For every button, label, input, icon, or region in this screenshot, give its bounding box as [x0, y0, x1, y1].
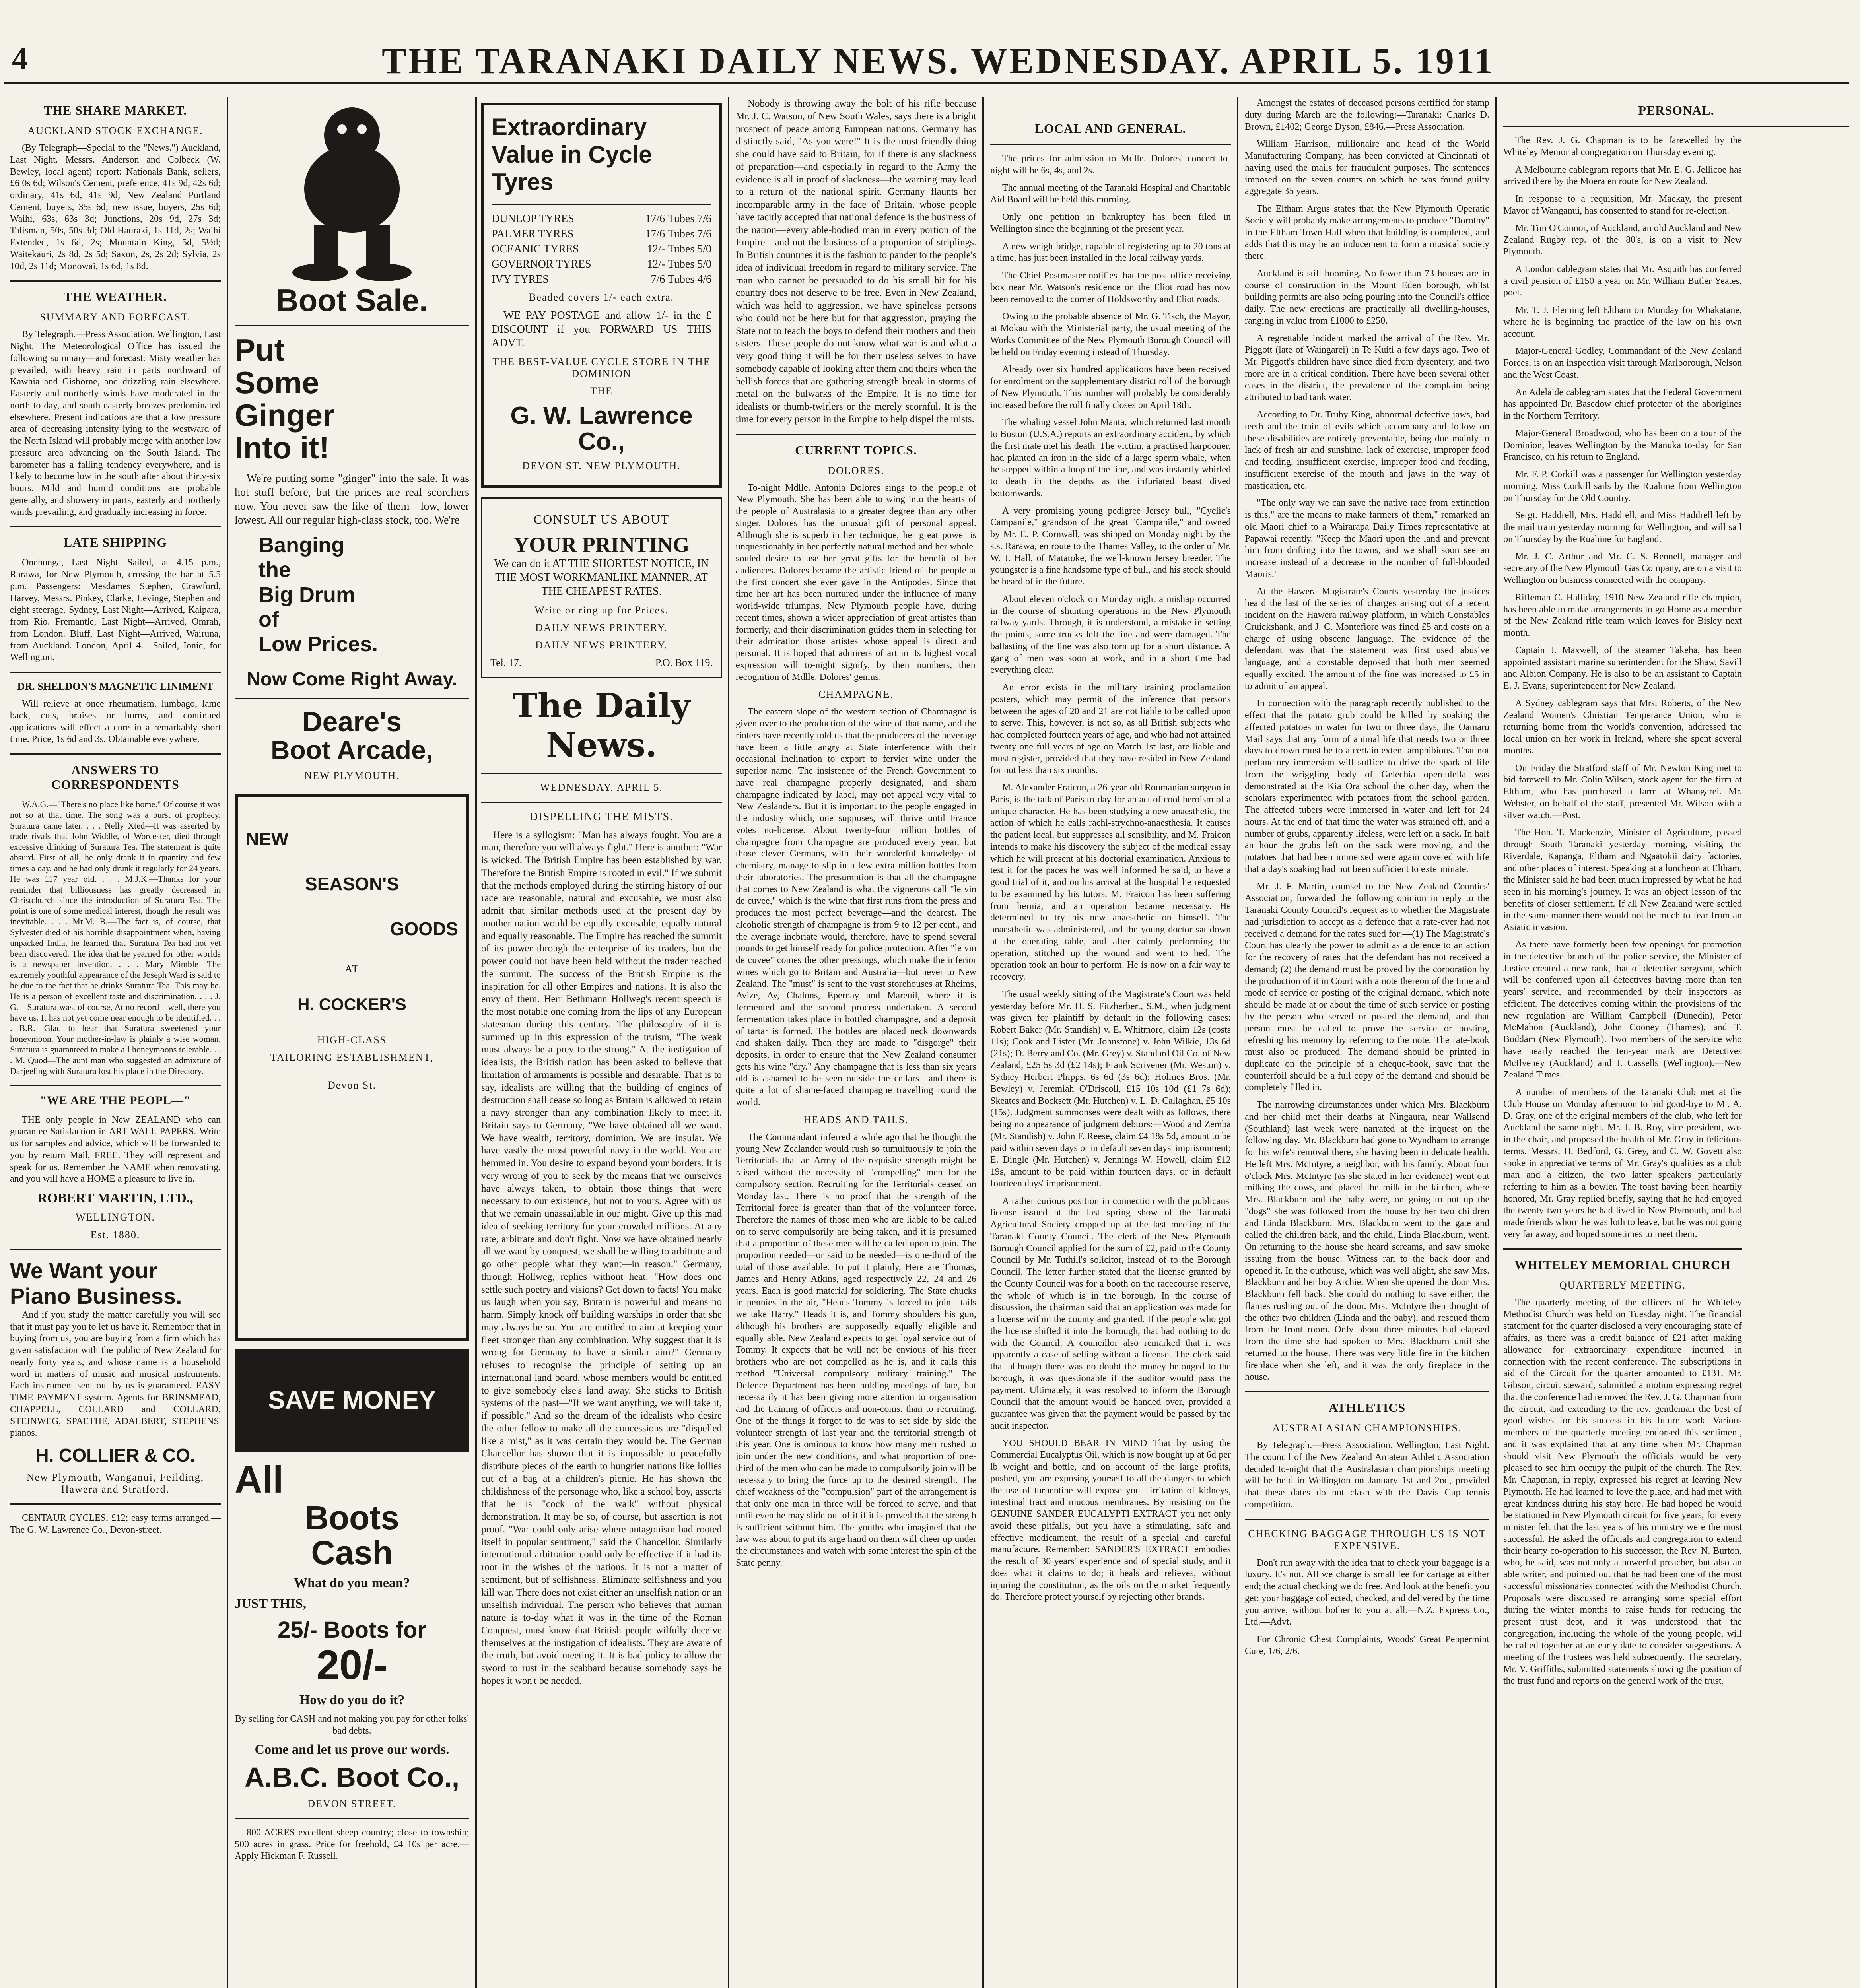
- divider: [1503, 126, 1849, 127]
- personal-heading: PERSONAL.: [1638, 103, 1714, 117]
- boot-sale-heading: Boot Sale.: [276, 283, 428, 318]
- printery-tel: Tel. 17.: [490, 656, 522, 668]
- athletics-heading: ATHLETICS: [1328, 1400, 1406, 1415]
- tyre-price: 12/- Tubes 5/0: [647, 258, 711, 270]
- write-ring-text: Write or ring up for Prices.: [534, 604, 669, 616]
- current-topics-heading: CURRENT TOPICS.: [795, 443, 917, 457]
- tyre-price: 17/6 Tubes 7/6: [645, 213, 711, 225]
- at-text: AT: [345, 963, 359, 975]
- tyre-price-row: [492, 258, 711, 271]
- beaded-covers-text: Beaded covers 1/- each extra.: [529, 291, 674, 303]
- tailoring-text: TAILORING ESTABLISHMENT,: [270, 1051, 434, 1063]
- column-2: [235, 97, 469, 1988]
- personal-para: An Adelaide cablegram states that the Federal Government has appointed Dr. Basedow chief protector of the aborigines in the Northern Territory.: [1503, 387, 1742, 421]
- local-para: Auckland is still booming. No fewer than 73 houses are in course of construction in the Mount Eden borough, whilst building permits are also being pouring into the Council's office daily. The new erections are practically all dwelling-houses, ranging in value from £1000 to £250.: [1245, 268, 1489, 326]
- answers-heading: ANSWERS TO CORRESPONDENTS: [51, 763, 179, 792]
- editorial-text: Here is a syllogism: "Man has always fought. You are a man, therefore you will always fight." Here is another: "War is wicked. The British Empire has been established by war. Therefore the British Empire is rooted in evil." If we submit that the methods employed during the stirring history of our race are reasonable, natural and excusable, we must also admit that similar methods used at the present day by another nation would be equally excusable, equally natural and equally reasonable. The Empire has reached the summit of its power through the enterprise of its traders, but the power could not have been held without the trader reached the summit. The success of the British Empire is the inspiration for all other Empires and nations. It is also the envy of them. Herr Bethmann Hollweg's recent speech is the most notable one coming from the lips of any European statesman during this century. The philosophy of it is summed up in this expression of the truism, "The weak must always be a prey to the strong." At the instigation of idealists, the British nation has been asked to believe that limitation of armaments is possible and desirable. That is to say, idealists are willing that the building of engines of destruction shall cease so long as Britain is allowed to retain a navy stronger than any combination likely to meet it. Britain says to Germany, "We have obtained all we want. We have wealth, territory, dominion. We are insular. We have vastly the most powerful navy in the world. You are hemmed in. You desire to expand beyond your borders. It is very wrong of you to seek by the means that we ourselves have always taken, to obtain those things that were necessary to our existence, but not to yours. Agree with us that we remain unassailable in our might. Give up this mad idea of seeking territory for your crowded millions. At any rate, arbitrate and don't fight. Now we have obtained nearly all we want by conquest, we shall be willing to arbitrate and go other people what they want—in reason." Germany, through Hollweg, replies without heat: "How does one settle such poetry and visions? Get down to facts! You make us laugh when you say, Britain is powerful and means no harm. Simply knock off building warships in order that she may always be so. You are entitled to aim at keeping your fleet stronger than any combination. Why suggest that it is wrong for Germany to have a similar aim?" Germany refuses to recognise the principle of setting up an international land board, whose members would be entitled to give somebody else's land away. She sticks to British systems of the past—"If we want anything, we will take it, if possible." And so the dream of the idealists who desire the other fellow to make all the concessions are "dispelled like a mist," as it was certain they would be. The German Chancellor has shown that it is impossible to peacefully distribute pieces of the earth to hungrier nations like lollies cut of a bag at a children's picnic. He has shown the childishness of the personage who, like a school boy, asserts that he is "cock of the walk" without physical demonstration. It may be so, of course, but assertion is not proof. "War could only arise where antagonism had rooted itself in popular sentiment," said the Chancellor. Similarly international arbitration could only be effective if it had its root in the wishes of the nations. It is not a matter of sentiment, but of selfishness. Eliminate selfishness and you kill war. There does not exist either an unselfish nation or an unselfish individual. The person who believes that human nature is to-day what it was in the time of the Roman Conquest, must know that British people wilfully deceive themselves at the instigation of idealists. They are aware of the truth, but avoid meeting it. It is bad policy to allow the sword to rust in the scabbard because somebody says he hopes it won't be needed.: [481, 829, 722, 1686]
- goods-text: GOODS: [390, 918, 458, 939]
- deares-city: NEW PLYMOUTH.: [304, 769, 400, 781]
- column-6: [1245, 97, 1489, 1988]
- tyre-price-row: [492, 213, 711, 225]
- divider: [492, 204, 711, 205]
- column-rule: [475, 97, 477, 1988]
- all-text: All: [235, 1458, 284, 1501]
- divider: [10, 526, 221, 527]
- personal-para: Mr. Tim O'Connor, of Auckland, an old Auckland and New Zealand Rugby rep. of the '80's, is on a visit to New Plymouth.: [1503, 223, 1742, 257]
- abc-devon-street: DEVON STREET.: [307, 1798, 396, 1809]
- prove-text: Come and let us prove our words.: [255, 1742, 449, 1757]
- centaur-cycles-notice: CENTAUR CYCLES, £12; easy terms arranged.—The G. W. Lawrence Co., Devon-street.: [10, 1512, 221, 1535]
- tyre-name: OCEANIC TYRES: [492, 243, 579, 255]
- cycle-ad-heading-2: Value in Cycle Tyres: [492, 141, 652, 195]
- personal-para: Sergt. Haddrell, Mrs. Haddrell, and Miss Haddrell left by the mail train yesterday morning for Wellington, and will sail on Thursday by the Ruahine for England.: [1503, 510, 1742, 544]
- personal-para: Mr. F. P. Corkill was a passenger for Wellington yesterday morning. Miss Corkill sails by the Ruahine from Wellington on Thursday for the Old Country.: [1503, 469, 1742, 503]
- local-para: A regrettable incident marked the arrival of the Rev. Mr. Piggott (late of Waingarei) in Te Kuiti a few days ago. Two of Mr. Piggott's children have since died from dysentery, and two more are in a critical condition. There have been several other cases in the district, the prevalence of the complaint being attributed to bad tank water.: [1245, 333, 1489, 403]
- dolores-text: To-night Mdlle. Antonia Dolores sings to the people of New Plymouth. She has been able to wing into the hearts of the people of Australasia to a greater degree than any other singer. Dolores has the unusual gift of personal appeal. Although she is superb in her technique, her great power is unquestionably in her perfectly natural method and her whole-souled desire to use her great gifts for the benefit of her audiences. Dolores became the artistic friend of the people at the first concert she ever gave in the Antipodes. Since that time her art has been nurtured under the influence of many world-wide triumphs. New Plymouth people have, during recent times, shown a wider appreciation of great artistes than formerly, and their discrimination guides them in selecting for their admiration those artistes whose appeal is direct and personal. It is hoped that admirers of art in its highest vocal expression will to-night signify, by their numbers, their recognition of Mdlle. Dolores' genius.: [736, 482, 976, 682]
- tyre-price: 12/- Tubes 5/0: [647, 243, 711, 255]
- tyre-name: IVY TYRES: [492, 273, 549, 285]
- shipping-heading: LATE SHIPPING: [63, 535, 167, 550]
- local-para: The Eltham Argus states that the New Plymouth Operatic Society will probably make arrangements to produce "Dorothy" in the Eltham Town Hall when that building is completed, and adds that this may be an inducement to form a musical society there.: [1245, 204, 1489, 261]
- local-para: Mr. J. F. Martin, counsel to the New Zealand Counties' Association, forwarded the following opinion in reply to the Taranaki County Council's request as to whether the Magistrate had jurisdiction to accept as a defence that a rate-ever had not received a demand for the rates sued for:—(1) The Magistrate's Court has clearly the power to admit as a defence to an action for the recovery of rates that the defendant has not received a demand; (2) the demand must be proved by the corporation by the production of it in Court with a note thereon of the time and mode of service or posting of the original demand, which note should be made at or about the time of such service or posting by the person who served or posted the demand, and that person must be called to prove the service or posting, refreshing his memory by referring to the note. The rate-book must also be produced. The demand should be printed in duplicate on the principle of a cheque-book, save that the counterfoil should be a full copy of the demand and should be completely filled in.: [1245, 881, 1489, 1093]
- boots-price-text: 25/- Boots for: [278, 1617, 426, 1643]
- divider: [235, 325, 469, 326]
- whiteley-church-heading: WHITELEY MEMORIAL CHURCH: [1514, 1257, 1731, 1272]
- dolores-heading: DOLORES.: [828, 464, 884, 476]
- answers-text: W.A.G.—"There's no place like home." Of course it was not so at that time. The song was a burst of prophecy. Suratura came later. . . . Nelly Xted—It was asserted by trade rivals that John Widdle, of Worcester, died through excessive drinking of Suratura Tea. The statement is quite absurd. First of all, he only drank it in quantity and few times a day, and he had only drunk it regularly for 24 years. He was 117 year old. . . . M.J.K.—Thanks for your reminder that billiousness has greatly decreased in Christchurch since the introduction of Suratura Tea. The point is one of some medical interest, though the result was inevitable. . . . Mr.M. B.—The fact is, of course, that Sylvester died of his horrible disappointment when, having unpacked India, he learned that Suratura Tea had not yet been discovered. The idea that he yearned for other worlds is a newspaper invention. . . . Mary Mimble—The extremely youthful appearance of the Joseph Ward is said to be due to the fact that he drinks Suratura Tea. This may be. He is a person of excellent taste and discrimination. . . . J. G.—Suratura was, of course, At no record—well, there you have us. It has not yet come near enough to be identified. . . . B.R.—Glad to hear that Suratura sweetened your honeymoon. Your mother-in-law is plainly a wise woman. Suratura is guaranteed to make all honeymoons tolerable. . . . M. Quod—The aunt man who suggested an admixture of Darjeeling with Suratura lost his place in the Directory.: [10, 799, 221, 1076]
- personal-para: Rifleman C. Halliday, 1910 New Zealand rifle champion, has been able to make arrangements to go Home as a member of the New Zealand rifle team which leaves for Bisley next month.: [1503, 592, 1742, 638]
- divider: [736, 434, 976, 435]
- divider: [10, 1249, 221, 1250]
- local-para: A very promising young pedigree Jersey bull, "Cyclic's Campanile," grandson of the great "Campanile," and owned by Mr. E. P. Cornwall, was shipped on Monday night by the s.s. Rarawa, en route to the Thames Valley, to the order of Mr. W. J. Hall, of Matatoke, the well-known Jersey breeder. The youngster is a fine handsome type of bull, and his stock should be heard of in the future.: [990, 505, 1231, 587]
- come-right-away-text: Now Come Right Away.: [247, 668, 457, 690]
- editorial-continued: Nobody is throwing away the bolt of his rifle because Mr. J. C. Watson, of New South Wales, says there is a bright prospect of peace among European nations. Germany has distinctly said, "As you were!" It is the most friendly thing she could have said to Britain, for if there is any slackness of preparation—and especially in regard to the Army the evidence is all in proof of slackness—the warning may lead to a return of the national spirit. Germany flaunts her incomparable army in the face of Britain, whose people have tacitly accepted that national defence is the business of the nation—every able-bodied man in every portion of the Empire—and not the business of a proportion of striplings. In British countries it is the fashion to pander to the people's idea of individual freedom in regard to military service. The man who cannot be persuaded to do his small bit for his country does not deserve to be free. Even in New Zealand, which was held to aggression, we have spineless persons who could not be here but for that aggression, praying the State not to teach the boys to defend their mothers and their sisters. These people do not know what war is and what a very good thing it will be for their useless selves to have somebody capable of looking after them and theirs when the hellish forces that are gathering strength break in storms of metal on the bulwarks of the Empire. It is no time for idealists or thumb-twirlers or the merely scornful. It is the time for every person in the Empire to help dispel the mists.: [736, 98, 976, 425]
- divider: [10, 672, 221, 673]
- champagne-heading: CHAMPAGNE.: [818, 689, 894, 701]
- the-label: THE: [590, 385, 613, 397]
- devon-st-text: Devon St.: [328, 1079, 376, 1091]
- champagne-text: The eastern slope of the western section of Champagne is given over to the production of the wine of that name, and the rioters have recently told us that the producers of the beverage have been a little angry at State interference with their occasional inclination to export to fervier wine under the superior name. The insistence of the French Government to have real champagne properly designated, and sham champagne indicated by label, may not appeal very vital to New Zealanders. But it is important to the people engaged in the industry which, one supposes, will thrive until France votes no-license. About twenty-four million bottles of champagne from Champagne are produced every year, but those clever Germans, with their wonderful knowledge of chemistry, manage to slip in a few extra million bottles from their laboratories. The presumption is that all the champagne that comes to New Zealand is what the vignerons call "le vin de cuvee," which is the wine that first runs from the press and produces the most perfect beverage—and the dearest. The alcoholic strength of champagne is from 9 to 12 per cent., and the average inebriate would, therefore, have to spend several pounds to get himself ready for police protection. After "le vin de cuvee" comes the other pressings, which make the inferior wines which go to Britain and Australia—but never to New Zealand. The "must" is sent to the vast storehouses at Rheims, Avize, Ay, Chalons, Epernay and Mareuil, where it is fermented and the second process undertaken. A second fermentation takes place in bottled champagne, and a deposit of tartar is formed. The bottles are placed neck downwards and shaken daily. Then they are made to "disgorge" their deposits, in order to ensure that the New Zealand consumer gets his wine "dry." Any champagne that is less than six years old is ashamed to be seen outside the cellars—and there is quite a lot of shame-faced champagne travelling round the world.: [736, 707, 976, 1107]
- piano-ad-text: And if you study the matter carefully you will see that it must pay you to let us have it. Remember that in buying from us, you are buying from a firm which has given satisfaction with the public of New Zealand for nearly forty years, and whose name is a household word in matters of music and musical instruments. Each instrument sent out by us is guaranteed. EASY TIME PAYMENT system. Agents for BRINSMEAD, CHAPPELL, COLLARD and COLLARD, STEINWEG, SPAETHE, ADALBERT, STEPHENS' pianos.: [10, 1309, 221, 1439]
- masthead: [4, 38, 1849, 84]
- column-rule: [728, 97, 729, 1988]
- divider: [1503, 1248, 1742, 1250]
- divider: [1245, 1391, 1489, 1392]
- lawrence-name: G. W. Lawrence Co.,: [510, 402, 693, 456]
- printing-ad: [481, 497, 722, 678]
- twenty-shillings-text: 20/-: [316, 1642, 388, 1688]
- local-para: About eleven o'clock on Monday night a mishap occurred in the course of shunting operations in the New Plymouth railway yards. Through, it is understood, a mistake in setting the points, some trucks left the line and were damaged. The ballasting of the line was also torn up for a short distance. A gang of men was soon at work, and in a short time had everything clear.: [990, 594, 1231, 676]
- local-general-heading: LOCAL AND GENERAL.: [1035, 121, 1186, 136]
- editorial-date: WEDNESDAY, APRIL 5.: [540, 781, 663, 793]
- masthead-title: THE TARANAKI DAILY NEWS. WEDNESDAY. APRIL 5. 1911: [382, 41, 1495, 81]
- personal-para: A number of members of the Taranaki Club met at the Club House on Monday afternoon to bid good-bye to Mr. A. D. Gray, one of the original members of the club, who left for Auckland the same night. Mr. J. B. Roy, vice-president, was in the chair, and proposed the health of Mr. Gray in felicitous terms. Messrs. H. Bedford, G. Grey, and C. W. Govett also spoke in appreciative terms of Mr. Gray's qualities as a club man and a citizen, the two latter speakers particularly referring to him as a bowler. The toast having been heartily honored, Mr. Gray replied briefly, saying that he had enjoyed the twenty-two years he had lived in New Plymouth, and had made friends whom he was loth to leave, but he was not going very far away, and hoped sometimes to meet them.: [1503, 1087, 1742, 1239]
- cocker-ad-box: [235, 794, 469, 1341]
- just-this-text: JUST THIS,: [235, 1596, 307, 1611]
- high-class-text: HIGH-CLASS: [317, 1034, 387, 1046]
- weather-heading: THE WEATHER.: [64, 289, 167, 304]
- shipping-text: Onehunga, Last Night—Sailed, at 4.15 p.m., Rarawa, for New Plymouth, crossing the bar at 5.5 p.m. Passengers: Mesdames Stephen, Crawford, Harvey, Messrs. Pinkey, Clarke, Levinge, Stephen and eight steerage. Sydney, Last Night—Arrived, Kaipara, from Rio. Fremantle, Last Night—Arrived, Omrah, from London. Bluff, Last Night—Arrived, Wairuna, from Auckland. London, April 4.—Sailed, Ionic, for Wellington.: [10, 557, 221, 663]
- personal-para: As there have formerly been few openings for promotion in the detective branch of the police service, the Minister of Justice created a new rank, that of detective-sergeant, which will be conferred upon all detectives having more than ten years' service, and recommended by their inspectors as efficient. The detectives coming within the provisions of the new regulation are William Campbell (Dunedin), Peter McMahon (Auckland), John Cooney (Thames), and T. Boddam (New Plymouth). Two members of the service who have nearly reached the ten-year mark are Detectives McIlveney (Auckland) and J. Cassells (Wellington).—New Zealand Times.: [1503, 940, 1742, 1080]
- printery-line-2: DAILY NEWS PRINTERY.: [535, 639, 668, 651]
- heads-tails-heading: HEADS AND TAILS.: [803, 1114, 909, 1126]
- liniment-text: Will relieve at once rheumatism, lumbago, lame back, cuts, bruises or burns, and continued applications will effect a cure in a remarkably short time. Price, 1s 6d and 3s. Obtainable everywhere.: [10, 699, 221, 745]
- local-para: An error exists in the military training proclamation posters, which may permit of the inference that persons between the ages of 20 and 21 are not liable to be called upon to serve. This, however, is not so, as all British subjects who had completed fourteen years of age, and who had not attained twenty-one full years of age on March 1st last, are liable and must register, provided that they have resided in New Zealand for not less than six months.: [990, 682, 1231, 776]
- divider: [481, 773, 722, 774]
- piano-ad-places: New Plymouth, Wanganui, Feilding, Hawera and Stratford.: [26, 1471, 204, 1495]
- people-ad-text: THE only people in New ZEALAND who can guarantee Satisfaction in ART WALL PAPERS. Write us for samples and advice, which will be forwarded to you by return Mail, FREE. They will represent and speak for us. Remember the NAME when renovating, and you will have a HOME a pleasure to live in.: [10, 1114, 221, 1184]
- australasian-championships-heading: AUSTRALASIAN CHAMPIONSHIPS.: [1272, 1422, 1462, 1434]
- column-rule: [1495, 97, 1497, 1988]
- postage-text: WE PAY POSTAGE and allow 1/- in the £ DISCOUNT if you FORWARD US THIS ADVT.: [492, 309, 711, 349]
- printery-line-1: DAILY NEWS PRINTERY.: [535, 621, 668, 633]
- page-number: 4: [12, 41, 28, 76]
- new-text: NEW: [246, 828, 289, 849]
- local-para: M. Alexander Fraicon, a 26-year-old Roumanian surgeon in Paris, is the talk of Paris to-day for an act of cool heroism of a unique character. He has been studying a new anaesthetic, the action of which he calls rachi-strychno-anaesthesia. It causes the patient local, but suppresses all sensibility, and M. Fraicon intends to make his discovery the subject of the medical essay which he will present at his doctorial examination. Anxious to test it for the paces he was well informed he said, to have a good trial of it, and on his arrival at the hospital he requested to be examined by his tutors. M. Fraicon has been suffering from hernia, and an operation became necessary. He determined to try his new anaesthetic on himself. The anaesthetic was administered, and the young doctor sat down at the operating table, and after calmly performing the operation, stitched up the wound and went to bed. The operation took an hour to perform. He is now on a fair way to recovery.: [990, 782, 1231, 982]
- personal-para: A Sydney cablegram says that Mrs. Roberts, of the New Zealand Women's Christian Temperance Union, who is returning home from the world's convention, addressed the local union on her work in Ireland, where she spent several months.: [1503, 698, 1742, 756]
- low-prices-text: Low Prices.: [258, 632, 378, 656]
- cash-text: Cash: [311, 1534, 393, 1571]
- cocker-name: H. COCKER'S: [297, 995, 406, 1014]
- personal-para: Major-General Godley, Commandant of the New Zealand Forces, is on an inspection visit through Marlborough, Nelson and the West Coast.: [1503, 346, 1742, 380]
- local-para: YOU SHOULD BEAR IN MIND That by using the Commercial Eucalyptus Oil, which is now bought up at 6d per lb weight and bottle, and on account of the large profits, pushed, you are exposing yourself to all the dangers to which the use of turpentine will expose you—irritation of kidneys, intestinal tract and mucous membranes. By insisting on the GENUINE SANDER EUCALYPTI EXTRACT you not only avoid these pitfalls, but you have a stimulating, safe and effective medicament, the result of a special and careful manufacture. Remember: SANDER'S EXTRACT embodies the result of 30 years' experience and of special study, and it does what it claims to do; it heals and relieves, without injuring the constitution, as the oils on the market frequently do. Therefore protect yourself by rejecting other brands.: [990, 1438, 1231, 1602]
- consult-text: CONSULT US ABOUT: [533, 512, 670, 527]
- ginger-ad-text: We're putting some "ginger" into the sale. It was hot stuff before, but the prices are real scorchers now. You never saw the like of them—low, lower lowest. All our regular high-class stock, too. We're: [235, 472, 469, 526]
- personal-para: A London cablegram states that Mr. Asquith has conferred a civil pension of £150 a year on Mr. William Butler Yeates, poet.: [1503, 264, 1742, 298]
- people-ad-city: WELLINGTON.: [76, 1211, 155, 1223]
- baggage-text: Don't run away with the idea that to check your baggage is a luxury. It's not. All we charge is small fee for cartage at either end; the actual checking we do free. And look at the benefit you get: your baggage collected, checked, and delivered by the time you arrive, without bother to you at all.—N.Z. Express Co., Ltd.—Advt.: [1245, 1557, 1489, 1627]
- athletics-text: By Telegraph.—Press Association. Wellington, Last Night. The council of the New Zealand Amateur Athletic Association decided to-night that the Australasian championships meeting will be held in Wellington on January 1st and 2nd, provided that these dates do not clash with the Davis Cup tennis competition.: [1245, 1440, 1489, 1510]
- local-para: A rather curious position in connection with the publicans' license issued at the last spring show of the Taranaki Agricultural Society cropped up at the last meeting of the Taranaki County Council. The clerk of the New Plymouth Borough Council applied for the sum of £2, paid to the County Council by Mr. Tuthill's solicitor, instead of to the Borough Council. The letter further stated that the license granted by the County Council was for a booth on the racecourse reserve, the whole of which is in the borough. In the course of discussion, the chairman said that an application was made for a license within the county and granted. If the people who got the license shifted it into the borough, that had nothing to do with the Council. A councillor also remarked that it was apparently a case of selling without a license. The clerk said that although there was no doubt the money belonged to the borough, it was questionable if the auditor would pass the payment. Ultimately, it was resolved to inform the Borough Council that the amount would be handed over, provided a guarantee was given that the payment would be passed by the audit inspector.: [990, 1196, 1231, 1431]
- by-selling-text: By selling for CASH and not making you pay for other folks' bad debts.: [235, 1713, 469, 1736]
- printery-box: P.O. Box 119.: [655, 656, 713, 668]
- personal-para: In response to a requisition, Mr. Mackay, the present Mayor of Wanganui, has consented to stand for re-election.: [1503, 194, 1742, 216]
- deares-heading: Deare's: [302, 706, 402, 737]
- what-mean-text: What do you mean?: [294, 1575, 410, 1590]
- people-ad-firm: ROBERT MARTIN, LTD.,: [37, 1191, 193, 1206]
- editorial-title: DISPELLING THE MISTS.: [529, 810, 674, 823]
- tyre-name: DUNLOP TYRES: [492, 213, 574, 225]
- tyre-price-row: [492, 243, 711, 256]
- weather-subheading: SUMMARY AND FORECAST.: [40, 311, 191, 323]
- boot-sale-illustration: [235, 97, 469, 284]
- local-para: Already over six hundred applications have been received for enrolment on the supplementary district roll of the borough of New Plymouth. This number will probably be considerably increased before the roll finally closes on April 18th.: [990, 364, 1231, 410]
- big-drum-text: Big Drum: [258, 582, 355, 607]
- personal-para: On Friday the Stratford staff of Mr. Newton King met to bid farewell to Mr. Colin Wilson, stock agent for the firm at Eltham, who has purchased a farm at Whangarei. Mr. Webster, on behalf of the staff, presented Mr. Wilson with a silver watch.—Post.: [1503, 763, 1742, 821]
- cycle-ad-heading-1: Extraordinary: [492, 114, 647, 140]
- personal-para: Major-General Broadwood, who has been on a tour of the Dominion, leaves Wellington by the Manuka to-day for San Francisco, on his return to England.: [1503, 428, 1742, 462]
- ginger-text: Ginger: [235, 397, 335, 433]
- tyre-name: GOVERNOR TYRES: [492, 258, 591, 270]
- baggage-heading: CHECKING BAGGAGE THROUGH US IS NOT EXPENSIVE.: [1248, 1528, 1486, 1551]
- local-para: Owing to the probable absence of Mr. G. Tisch, the Mayor, at Mokau with the Ministerial party, the usual meeting of the Works Committee of the New Plymouth Borough Council will be held on Friday evening instead of Thursday.: [990, 311, 1231, 357]
- local-para: The prices for admission to Mdlle. Dolores' concert to-night will be 6s, 4s, and 2s.: [990, 153, 1231, 176]
- tyre-price: 7/6 Tubes 4/6: [651, 273, 711, 285]
- the-text: the: [258, 558, 291, 582]
- your-printing-heading: YOUR PRINTING: [513, 533, 690, 557]
- piano-ad-heading: We Want your Piano Business.: [10, 1258, 182, 1309]
- season-text: SEASON'S: [305, 873, 399, 894]
- divider: [10, 280, 221, 282]
- share-market-heading: THE SHARE MARKET.: [43, 103, 187, 117]
- stock-exchange-subheading: AUCKLAND STOCK EXCHANGE.: [27, 125, 203, 136]
- divider: [235, 698, 469, 699]
- column-1: [10, 97, 221, 1988]
- best-value-text: THE BEST-VALUE CYCLE STORE IN THE DOMINION: [492, 356, 711, 380]
- local-para: The annual meeting of the Taranaki Hospital and Charitable Aid Board will be held this morning.: [990, 182, 1231, 205]
- cycle-tyres-ad: [481, 103, 722, 488]
- how-do-text: How do you do it?: [299, 1692, 405, 1707]
- personal-para: The Rev. J. G. Chapman is to be farewelled by the Whiteley Memorial congregation on Thursday evening.: [1503, 135, 1742, 157]
- sheep-country-notice: 800 ACRES excellent sheep country; close to township; 500 acres in grass. Price for freehold, £4 10s per acre.—Apply Hickman F. Russell.: [235, 1827, 469, 1862]
- column-rule: [1237, 97, 1238, 1988]
- lawrence-address: DEVON ST. NEW PLYMOUTH.: [522, 460, 681, 472]
- local-para: The usual weekly sitting of the Magistrate's Court was held yesterday before Mr. H. S. Fitzherbert, S.M., when judgment was given for plaintiff by default in the following cases: Robert Baker (Mr. Standish) v. E. Whitmore, claim 12s (costs 11s); Cook and Lister (Mr. Johnstone) v. John Wilkie, 13s 6d (21s); D. Berry and Co. (Mr. Grey) v. Standard Oil Co. of New Zealand, £25 5s 3d (£2 14s); Frank Scrivener (Mr. Weston) v. Sydney Herbert Phipps, 6s 6d (3s 6d); Holmes Bros. (Mr. Bewley) v. Jeremiah O'Driscoll, £15 10s 10d (£1 7s 6d); Skeates and Bocksett (Mr. Hutchen) v. L. D. Callaghan, £5 10s (15s). Judgment summonses were dealt with as follows, there being no appearance of judgment debtors:—Wood and Zemba (Mr. Standish) v. John F. Reese, claim £4 18s 5d, amount to be paid within seven days or in default seven days' imprisonment; E. Dingle (Mr. Hutchen) v. Jennings W. Howell, claim £12 19s, amount to be paid within fourteen days, or in default fourteen days' imprisonment.: [990, 989, 1231, 1189]
- personal-para: A Melbourne cablegram reports that Mr. E. G. Jellicoe has arrived there by the Moera en route for New Zealand.: [1503, 164, 1742, 187]
- divider: [10, 753, 221, 755]
- save-money-banner: [235, 1349, 469, 1452]
- column-3: [481, 97, 722, 1988]
- personal-para: Captain J. Maxwell, of the steamer Takeha, has been appointed assistant marine superintendent for the Shaw, Savill and Albion Company. He is also to be an assistant to Captain E. J. Evans, superintendent for New Zealand.: [1503, 645, 1742, 691]
- share-market-text: (By Telegraph—Special to the "News.") Auckland, Last Night. Messrs. Anderson and Colbeck (W. Bewley, local agent) report: Nationals Bank, sellers, £6 0s 6d; Wilson's Cement, preference, 41s 9d, 42s 6d; ordinary, 41s 6d, 41s 9d; New Zealand Portland Cement, buyers, 35s 6d; new issue, buyers, 25s 6d; Waihi, 63s, 63s 3d; Junctions, 20s 9d, 27s 3d; Talisman, 50s, 50s 3d; Old Hauraki, 1s 11d, 2s; Waihi Extended, 1s 6d, 2s; Mountain King, 5d, 5½d; Waitekauri, 2s 8d, 2s 5d; Saxon, 2s, 2s 2d; Sylvia, 2s 10d, 2s 11d; Monowai, 1s 6d, 1s 8d.: [10, 143, 221, 272]
- jester-figure-icon: [235, 97, 469, 284]
- column-rule: [982, 97, 984, 1988]
- local-para: Amongst the estates of deceased persons certified for stamp duty during March are the following:—Taranaki: Charles D. Brown, £1402; George Dyson, £846.—Press Association.: [1245, 98, 1489, 132]
- divider: [481, 802, 722, 803]
- local-para: The narrowing circumstances under which Mrs. Blackburn and her child met their deaths at Ningaura, near Wallsend (Southland) last week were narrated at the inquest on the following day. Mr. Blackburn had gone to Wyndham to arrange for his wife's removal there, she having been in delicate health. He left Mrs. McIntyre, a neighbor, with his family. About four o'clock Mrs. McIntyre (as she stated in her evidence) went out milking the cows, and placed the milk in the kitchen, where Mrs. Blackburn and the baby were, on going to put up the "dogs" she was followed from the house by her two children and Linda Blackburn. Mrs. Blackburn went to the gate and called the children back, and the child, Linda Blackburn, went. On returning to the house she heard screams, and saw smoke issuing from the house. Witness ran to the back door and opened it. In the outhouse, which was well alight, she saw Mrs. Blackburn and her boy Archie. When she opened the door Mrs. Blackburn fell back. She could do nothing to save either, the flames rushing out of the door. Mrs. McIntyre then thought of the other two children (Linda and the baby), and rescued them from the front room. Only about three minutes had elapsed from the time she had spoken to Mrs. Blackburn until she returned to the house. There was very little fire in the kitchen fireplace when she left, and it was the only fireplace in the house.: [1245, 1100, 1489, 1382]
- tyre-price-row: [492, 273, 711, 286]
- column-7: [1503, 97, 1849, 1988]
- liniment-heading: DR. SHELDON'S MAGNETIC LINIMENT: [17, 681, 214, 692]
- tyre-price: 17/6 Tubes 7/6: [645, 228, 711, 240]
- divider: [990, 144, 1231, 145]
- daily-news-masthead: The Daily News.: [513, 685, 690, 765]
- church-text: The quarterly meeting of the officers of the Whiteley Methodist Church was held on Tuesday night. The financial statement for the quarter disclosed a very encouraging state of affairs, as there was a credit balance of £21 after making allowance for extraordinary expenditure incurred in connection with the recent conference. The subscriptions in aid of the Circuit for the quarter amounted to £131. Mr. Gibson, circuit steward, submitted a motion expressing regret that the conference had removed the Rev. J. G. Chapman from the circuit, and extending to the rev. gentleman the best of good wishes for his success in his future work. Various members of the quarterly meeting endorsed this sentiment, and it was explained that at any time when Mr. Chapman should visit New Plymouth the officials would be very pleased to see him occupy the pulpit of the church. The Rev. Mr. Chapman, in reply, expressed his regret at leaving New Plymouth. He had learned to love the place, and had met with great kindness during his stay here. He had hoped he would be stationed in New Plymouth circuit for five years, for every minister felt that the last years of his ministry were the most successful. He asked the officials and congregation to extend their hearty co-operation to his successor, the Rev. N. Burton, who, he said, was not only a powerful preacher, but also an able writer, and pointed out that he had been one of the most successful missionaries connected with the Methodist Church. Proposals were discussed re arranging some special effort during the winter months to raise funds for reducing the present trust debt, and it was understood that the congregation, including the whole of the young people, will be called together at an early date to consider suggestions. A meeting of the trustees was held subsequently. The secretary, Mr. V. Griffiths, submitted statements showing the position of the trust fund and reports on the general work of the trust.: [1503, 1297, 1742, 1686]
- personal-para: Mr. J. C. Arthur and Mr. C. S. Rennell, manager and secretary of the New Plymouth Gas Company, are on a visit to Wellington on business connected with the company.: [1503, 551, 1742, 585]
- abc-boot-co-heading: A.B.C. Boot Co.,: [244, 1762, 460, 1793]
- printing-text: We can do it AT THE SHORTEST NOTICE, IN THE MOST WORKMANLIKE MANNER, AT THE CHEAPEST RATES.: [494, 557, 709, 598]
- column-4: [736, 97, 976, 1988]
- local-para: Only one petition in bankruptcy has been filed in Wellington since the beginning of the present year.: [990, 212, 1231, 234]
- divider: [10, 1503, 221, 1505]
- save-money-text: SAVE MONEY: [268, 1385, 436, 1414]
- piano-ad-firm: H. COLLIER & CO.: [35, 1445, 195, 1466]
- printery-contact: [490, 657, 713, 669]
- people-ad-established: Est. 1880.: [90, 1229, 140, 1241]
- local-para: The Chief Postmaster notifies that the post office receiving box near Mr. Watson's residence on the Eliot road has now been removed to the corner of Holdsworthy and Eliot roads.: [990, 270, 1231, 305]
- of-text: of: [258, 607, 279, 631]
- boot-arcade-heading: Boot Arcade,: [270, 735, 433, 765]
- weather-text: By Telegraph.—Press Association. Wellington, Last Night. The Meteorological Office has issued the following summary—and forecast: Misty weather has prevailed, with heavy rain in parts northward of Kawhia and Gisborne, and drizzling rain elsewhere. Easterly and northerly winds have moderated in the north to-day, and south-easterly breezes predominated elsewhere. Present indications are that a low pressure area of decreasing intensity lying to the westward of the North Island will probably merge with another low pressure area advancing on the South Island. The barometer has a falling tendency everywhere, and is likely to become low in the south after about thirty-six hours. Mild and humid conditions are probable generally, and showery in parts, easterly and northerly winds prevailing, and gradually increasing in force.: [10, 329, 221, 517]
- quarterly-meeting-heading: QUARTERLY MEETING.: [1559, 1279, 1686, 1291]
- local-para: "The only way we can save the native race from extinction is this," are the means to make farmers of them," remarked an old Maori chief to a Wairarapa Daily Times representative at Papawai recently. "Keep the Maori upon the land and prevent him from drifting into the towns, and we shall soon see an increase instead of a decrease in the number of full-blooded Maoris.": [1245, 498, 1489, 579]
- local-para: William Harrison, millionaire and head of the World Manufacturing Company, has been convicted at Cincinnati of having used the mails for fraudulent purposes. The sentences imposed on the seven counts on which he was found guilty aggregate 35 years.: [1245, 139, 1489, 197]
- boots-text: Boots: [305, 1499, 399, 1536]
- banging-text: Banging: [258, 533, 344, 557]
- divider: [10, 1085, 221, 1086]
- divider: [235, 1818, 469, 1819]
- heads-tails-text: The Commandant inferred a while ago that he thought the young New Zealander would rush so tumultuously to join the Territorials that an Army of the requisite strength might be raised without the necessity of "compelling" men for the compulsory section. Recruiting for the Territorials ceased on Monday last. There is no proof that the strength of the Territorial force is greater than that of the volunteer force. Therefore the names of those men who are liable to be called on to serve compulsorily are being taken, and it is presumed that a proportion of these men will be called upon to join. The proportion needed—or said to be needed—is one-third of the total of those available. To put it plainly, Here are Thomas, James and Henry Atkins, aged respectively 22, 24 and 26 years. Each is good material for soldiering. The State chucks in pennies in the air, "Heads Tommy is forced to join—tails we take Harry." Heads it is, and Tommy shoulders his gun, although his brothers are supposedly equally eligible and equally able. New Zealand expects to get loyal service out of Tommy. It expects that he will not be envious of his freer brothers who are not compelled as he is, and it calls this method "Universal compulsory military training." The Defence Department has been holding meetings of late, but necessarily it has been giving more attention to organisation and the training of officers and non-coms. than to recruiting. One of the things it forgot to do was to set side by side the volunteer strength of last year and the territorial strength of this year. One is ominous to know how many men rushed to join under the new conditions, and what proportion of one-third of the men who can be made to compulsorily join will be necessary to bring the force up to the desired strength. The chief weakness of the "compulsion" part of the arrangement is that only one man in three will be forced to serve, and that until even he may slide out of it if it is proved that the strength is sufficient without him. The youths who imagined that the law was about to put its arge hand on them will cheer up under the circumstances and watch with some interest the spin of the State penny.: [736, 1132, 976, 1568]
- tyre-name: PALMER TYRES: [492, 228, 574, 240]
- personal-para: Mr. T. J. Fleming left Eltham on Monday for Whakatane, where he is beginning the practice of the law on his own account.: [1503, 305, 1742, 339]
- into-it-text: Into it!: [235, 430, 330, 465]
- chest-complaints-notice: For Chronic Chest Complaints, Woods' Great Peppermint Cure, 1/6, 2/6.: [1245, 1634, 1489, 1656]
- tyres-list: [492, 213, 711, 286]
- local-para: In connection with the paragraph recently published to the effect that the potato grub could be killed by soaking the affected potatoes in water for two or three days, the Oamaru Mail says that any form of animal life that needs two or three days to drown must be to a certain extent amphibious. That not perfunctory immersion will suffice to drive the spark of life from the wriggling body of Gelechia operculella was demonstrated at the Kia Ora school the other day, when the scholars experimented with potatoes from the school garden. The affected tubers were immersed in water and left for 24 hours. At the end of that time the water was strained off, and a number of grubs, apparently lifeless, were left on a sack. In half an hour the grubs left on the sack were moving, and the potatoes that had been immersed were again covered with life that a day's soaking had not been sufficient to exterminate.: [1245, 698, 1489, 874]
- local-para: According to Dr. Truby King, abnormal defective jaws, bad teeth and the train of evils which accompany and follow on these disabilities are entirely preventable, being due mainly to lack of fresh air and sunshine, lack of exercise, improper food and feeding, insufficient exercise, improper food and feeding, insufficient exercise of the mouth and jaws in the way of mastication, etc.: [1245, 410, 1489, 491]
- column-rule: [227, 97, 228, 1988]
- tyre-price-row: [492, 228, 711, 241]
- divider: [1245, 1519, 1489, 1520]
- personal-para: The Hon. T. Mackenzie, Minister of Agriculture, passed through South Taranaki yesterday morning, visiting the Riverdale, Kapanga, Eltham and Ngaatokii dairy factories, and other places of interest. Speaking at a luncheon at Eltham, the Minister said he had been much impressed by what he had seen in his morning's journey. It was an object lesson of the benefits of closer settlement. If all New Zealand were settled in the same manner there would not be much to fear from an Asiatic invasion.: [1503, 827, 1742, 933]
- column-5: [990, 97, 1231, 1988]
- some-text: Some: [235, 365, 319, 400]
- local-para: At the Hawera Magistrate's Courts yesterday the justices heard the last of the series of charges arising out of a recent incident on the Hawera railway platform, in which Constables Cruickshank, and J. C. Montefiore was fined £5 and costs on a charge of using obscene language. The evidence of the defendant was that the statement was first used abusive language, and a constable deposed that both men seemed equally excited. The amount of the fine was increased to £5 in to admit of an appeal.: [1245, 586, 1489, 691]
- personal-items: [1503, 135, 1742, 1687]
- put-text: Put: [235, 332, 285, 367]
- people-ad-heading: "WE ARE THE PEOPL—": [40, 1093, 191, 1107]
- local-para: The whaling vessel John Manta, which returned last month to Boston (U.S.A.) reports an extraordinary accident, by which the first mate met his death. The victim, a practised harpooner, had planted an iron in the side of a large sperm whale, when he stepped within a loop of the line, and was instantly whirled to death in the depths as the infuriated beast dived bottomwards.: [990, 417, 1231, 499]
- local-para: A new weigh-bridge, capable of registering up to 20 tons at a time, has just been installed in the local railway yards.: [990, 241, 1231, 264]
